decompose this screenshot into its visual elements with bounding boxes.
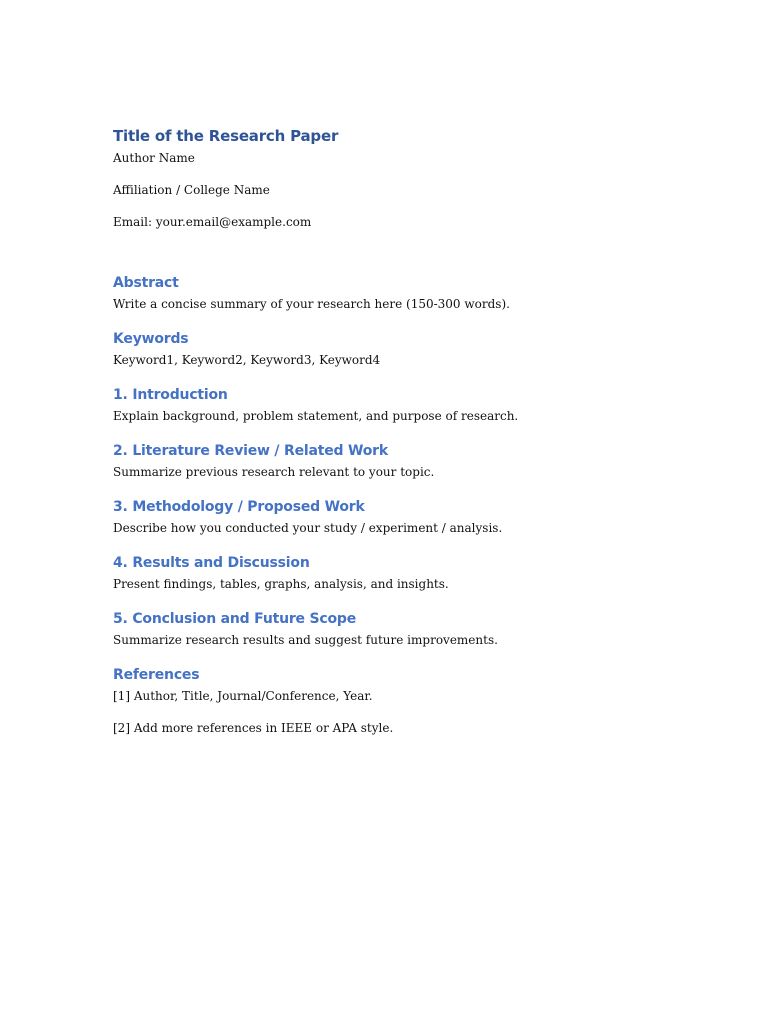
section-literature-review [113,440,673,496]
section-keywords [113,328,673,384]
email: Email: your.email@example.com [113,215,312,229]
results-heading: 4. Results and Discussion [113,555,310,571]
section-results [113,552,673,608]
literature-review-body: Summarize previous research relevant to your topic. [113,465,435,479]
header-spacer [113,232,673,272]
keywords-heading: Keywords [113,331,189,347]
keywords-body: Keyword1, Keyword2, Keyword3, Keyword4 [113,353,381,367]
references-heading: References [113,667,200,683]
section-conclusion [113,608,673,664]
affiliation: Affiliation / College Name [113,183,270,197]
reference-item: [1] Author, Title, Journal/Conference, Year. [113,689,373,703]
conclusion-body: Summarize research results and suggest future improvements. [113,633,498,647]
author-name: Author Name [113,151,195,165]
abstract-body: Write a concise summary of your research here (150-300 words). [113,297,510,311]
conclusion-heading: 5. Conclusion and Future Scope [113,611,357,627]
results-body: Present findings, tables, graphs, analysis, and insights. [113,577,449,591]
section-references [113,664,673,750]
introduction-body: Explain background, problem statement, and purpose of research. [113,409,519,423]
reference-item: [2] Add more references in IEEE or APA style. [113,721,394,735]
literature-review-heading: 2. Literature Review / Related Work [113,443,388,459]
section-introduction [113,384,673,440]
introduction-heading: 1. Introduction [113,387,228,403]
section-abstract [113,272,673,328]
abstract-heading: Abstract [113,275,179,291]
paper-title: Title of the Research Paper [113,127,339,145]
methodology-heading: 3. Methodology / Proposed Work [113,499,365,515]
methodology-body: Describe how you conducted your study / experiment / analysis. [113,521,503,535]
section-methodology [113,496,673,552]
document-page [113,124,673,750]
